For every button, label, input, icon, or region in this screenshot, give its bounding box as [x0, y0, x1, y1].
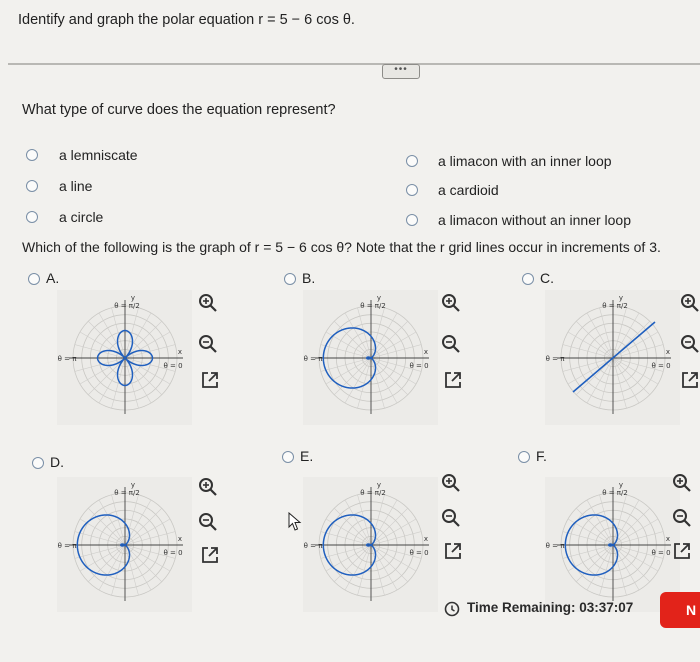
clock-icon [444, 601, 460, 617]
zoom-out-icon[interactable] [672, 508, 692, 528]
zoom-in-icon[interactable] [198, 477, 218, 497]
label-theta-zero: θ = 0 [163, 549, 183, 557]
label-theta-pi: θ = π [545, 355, 565, 363]
label-theta-half-pi: θ = π/2 [114, 489, 140, 497]
zoom-in-icon[interactable] [680, 293, 700, 313]
radio-lemniscate[interactable] [26, 149, 38, 161]
radio-choice-c[interactable] [522, 273, 534, 285]
choice-f-label: F. [536, 448, 547, 464]
option-label-line: a line [59, 178, 93, 194]
label-theta-half-pi: θ = π/2 [114, 302, 140, 310]
label-theta-zero: θ = 0 [409, 362, 429, 370]
label-theta-pi: θ = π [57, 542, 77, 550]
divider [8, 63, 700, 65]
zoom-in-icon[interactable] [198, 293, 218, 313]
label-theta-zero: θ = 0 [409, 549, 429, 557]
curve-type-question: What type of curve does the equation represent? [22, 102, 336, 118]
radio-limacon-inner-loop[interactable] [406, 155, 418, 167]
x-axis-label: x [177, 535, 183, 543]
graph-b [303, 290, 438, 425]
graph-e [303, 477, 438, 612]
choice-d-label: D. [50, 454, 64, 470]
next-button[interactable]: N [660, 592, 700, 628]
radio-choice-b[interactable] [284, 273, 296, 285]
label-theta-zero: θ = 0 [651, 549, 671, 557]
graph-c [545, 290, 680, 425]
radio-line[interactable] [26, 180, 38, 192]
label-theta-half-pi: θ = π/2 [360, 302, 386, 310]
zoom-in-icon[interactable] [441, 293, 461, 313]
zoom-out-icon[interactable] [198, 334, 218, 354]
graph-question: Which of the following is the graph of r = 5 − 6 cos θ? Note that the r grid lines occur in increments of 3. [22, 239, 661, 255]
y-axis-label: y [376, 294, 382, 302]
y-axis-label: y [618, 481, 624, 489]
option-label-limacon-inner-loop: a limacon with an inner loop [438, 153, 612, 169]
graph-a [57, 290, 192, 425]
label-theta-half-pi: θ = π/2 [602, 489, 628, 497]
radio-circle[interactable] [26, 211, 38, 223]
x-axis-label: x [423, 535, 429, 543]
label-theta-pi: θ = π [303, 355, 323, 363]
label-theta-pi: θ = π [303, 542, 323, 550]
zoom-out-icon[interactable] [680, 334, 700, 354]
expand-more-button[interactable]: ••• [382, 64, 420, 79]
label-theta-half-pi: θ = π/2 [360, 489, 386, 497]
choice-a-label: A. [46, 270, 60, 286]
zoom-out-icon[interactable] [198, 512, 218, 532]
choice-c-label: C. [540, 270, 554, 286]
radio-limacon-no-inner-loop[interactable] [406, 214, 418, 226]
x-axis-label: x [665, 348, 671, 356]
label-theta-half-pi: θ = π/2 [602, 302, 628, 310]
popout-icon[interactable] [200, 545, 220, 565]
radio-cardioid[interactable] [406, 184, 418, 196]
label-theta-pi: θ = π [57, 355, 77, 363]
y-axis-label: y [376, 481, 382, 489]
option-label-cardioid: a cardioid [438, 182, 499, 198]
label-theta-zero: θ = 0 [163, 362, 183, 370]
option-label-circle: a circle [59, 209, 104, 225]
radio-choice-f[interactable] [518, 451, 530, 463]
x-axis-label: x [665, 535, 671, 543]
option-label-limacon-no-inner-loop: a limacon without an inner loop [438, 212, 632, 228]
zoom-out-icon[interactable] [441, 508, 461, 528]
y-axis-label: y [130, 481, 136, 489]
zoom-in-icon[interactable] [672, 473, 692, 493]
label-theta-zero: θ = 0 [651, 362, 671, 370]
label-theta-pi: θ = π [545, 542, 565, 550]
radio-choice-e[interactable] [282, 451, 294, 463]
x-axis-label: x [423, 348, 429, 356]
y-axis-label: y [130, 294, 136, 302]
popout-icon[interactable] [443, 541, 463, 561]
choice-b-label: B. [302, 270, 316, 286]
mouse-cursor-icon [288, 512, 302, 532]
time-remaining: Time Remaining: 03:37:07 [467, 600, 634, 615]
zoom-in-icon[interactable] [441, 473, 461, 493]
popout-icon[interactable] [200, 370, 220, 390]
radio-choice-a[interactable] [28, 273, 40, 285]
popout-icon[interactable] [672, 541, 692, 561]
choice-e-label: E. [300, 448, 314, 464]
option-label-lemniscate: a lemniscate [59, 147, 138, 163]
zoom-out-icon[interactable] [441, 334, 461, 354]
popout-icon[interactable] [443, 370, 463, 390]
graph-f [545, 477, 680, 612]
y-axis-label: y [618, 294, 624, 302]
x-axis-label: x [177, 348, 183, 356]
question-title: Identify and graph the polar equation r = 5 − 6 cos θ. [18, 12, 355, 28]
graph-d [57, 477, 192, 612]
radio-choice-d[interactable] [32, 457, 44, 469]
popout-icon[interactable] [680, 370, 700, 390]
